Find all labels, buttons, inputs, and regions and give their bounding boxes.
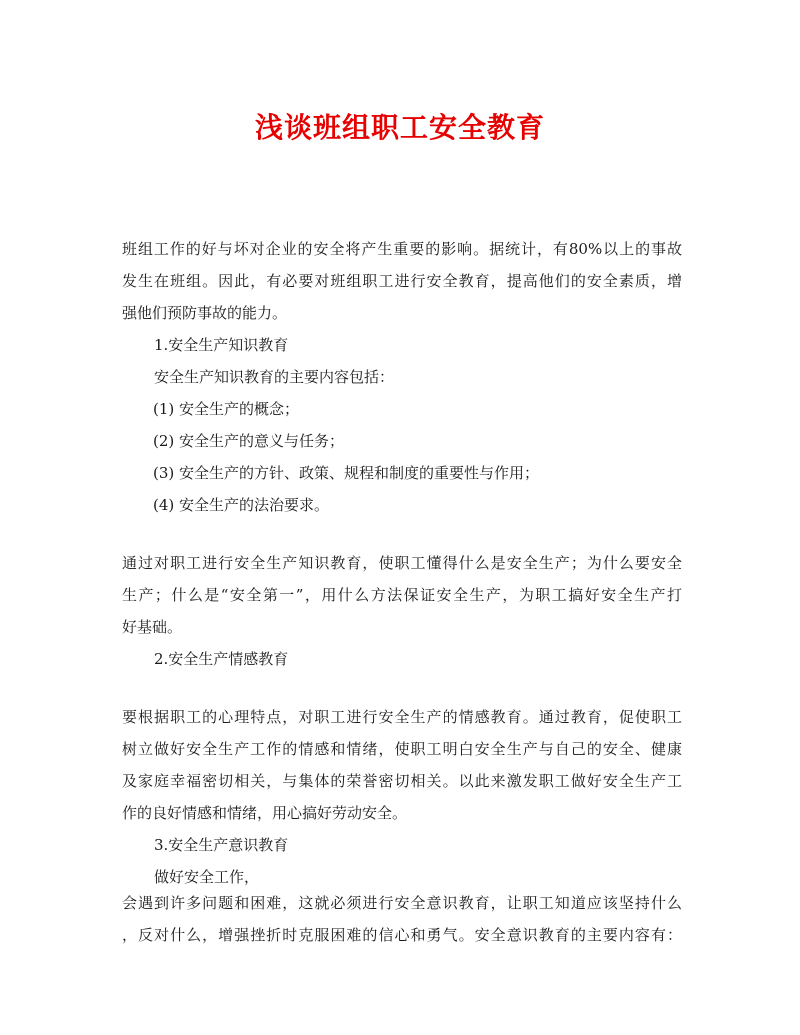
paragraph-line: 强他们预防事故的能力。 — [122, 304, 288, 322]
paragraph-line: 发生在班组。因此，有必要对班组职工进行安全教育，提高他们的安全素质，增 — [122, 272, 682, 290]
paragraph-line: 通过对职工进行安全生产知识教育，使职工懂得什么是安全生产；为什么要安全 — [122, 554, 682, 572]
paragraph-line: 班组工作的好与坏对企业的安全将产生重要的影响。据统计，有80%以上的事故 — [122, 240, 682, 258]
section-intro: 做好安全工作， — [154, 868, 260, 886]
paragraph-line: 会遇到许多问题和困难，这就必须进行安全意识教育，让职工知道应该坚持什么 — [122, 894, 682, 912]
section-heading: 2.安全生产情感教育 — [154, 650, 289, 668]
paragraph-line: 作的良好情感和情绪，用心搞好劳动安全。 — [122, 804, 408, 822]
paragraph-line: 要根据职工的心理特点，对职工进行安全生产的情感教育。通过教育，促使职工 — [122, 708, 682, 726]
document-title: 浅谈班组职工安全教育 — [254, 111, 545, 144]
list-item: (4) 安全生产的法治要求。 — [153, 496, 330, 514]
paragraph-line: 树立做好安全生产工作的情感和情绪，使职工明白安全生产与自己的安全、健康 — [122, 740, 682, 758]
section-heading: 1.安全生产知识教育 — [154, 336, 289, 354]
paragraph-line: 及家庭幸福密切相关，与集体的荣誉密切相关。以此来激发职工做好安全生产工 — [122, 772, 682, 790]
section-heading: 3.安全生产意识教育 — [154, 836, 289, 854]
list-item: (3) 安全生产的方针、政策、规程和制度的重要性与作用； — [153, 464, 540, 482]
paragraph-line: 好基础。 — [122, 618, 183, 636]
paragraph-line: 生产；什么是“安全第一”，用什么方法保证安全生产，为职工搞好安全生产打 — [122, 586, 682, 604]
section-intro: 安全生产知识教育的主要内容包括： — [154, 368, 395, 386]
list-item: (2) 安全生产的意义与任务； — [153, 432, 345, 450]
list-item: (1) 安全生产的概念； — [153, 400, 300, 418]
paragraph-line: ，反对什么，增强挫折时克服困难的信心和勇气。安全意识教育的主要内容有： — [122, 926, 682, 944]
